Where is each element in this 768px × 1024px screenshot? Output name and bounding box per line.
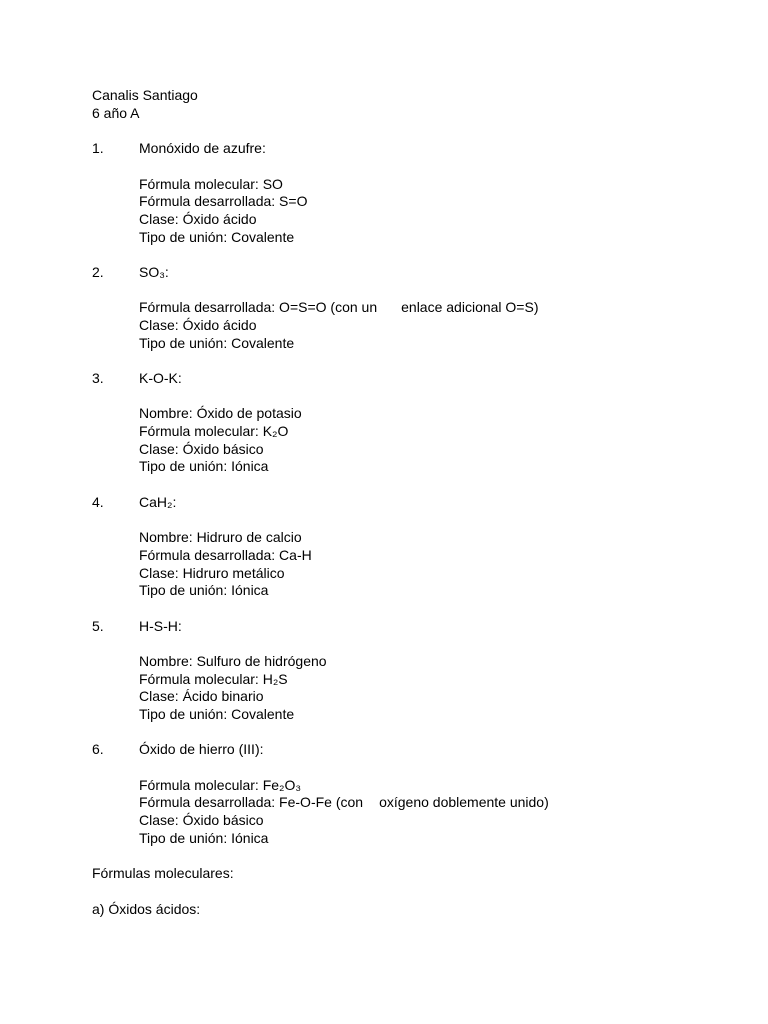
item-detail: Clase: Óxido ácido [139,211,257,227]
item-detail: Tipo de unión: Covalente [139,335,295,351]
item-detail: Nombre: Óxido de potasio [139,405,302,421]
item-detail: Fórmula molecular: SO [139,176,283,192]
item-number: 6. [92,741,104,757]
item-number: 5. [92,618,104,634]
item-detail: Tipo de unión: Iónica [139,830,269,846]
item-title: SO₃: [139,264,169,280]
item-detail: Clase: Ácido binario [139,688,264,704]
item-detail-tail: enlace adicional O=S) [401,299,539,315]
item-title: K-O-K: [139,370,182,386]
section-heading: Fórmulas moleculares: [92,865,234,881]
item-number: 4. [92,494,104,510]
item-detail [139,298,539,316]
student-course: 6 año A [92,105,140,121]
item-detail: Tipo de unión: Iónica [139,582,269,598]
item-detail: Clase: Hidruro metálico [139,565,285,581]
item-detail-tail: oxígeno doblemente unido) [379,794,549,810]
item-number: 2. [92,264,104,280]
item-detail: Fórmula molecular: K₂O [139,423,289,439]
item-detail-head: Fórmula desarrollada: Fe-O-Fe (con [139,794,364,810]
item-detail: Fórmula desarrollada: S=O [139,193,308,209]
item-detail: Fórmula molecular: H₂S [139,671,288,687]
item-detail: Tipo de unión: Covalente [139,229,295,245]
item-detail: Tipo de unión: Covalente [139,706,295,722]
item-title: Monóxido de azufre: [139,140,266,156]
item-title: CaH₂: [139,494,177,510]
item-detail: Nombre: Sulfuro de hidrógeno [139,653,327,669]
subsection-heading: a) Óxidos ácidos: [92,901,201,917]
item-number: 1. [92,140,104,156]
item-detail: Fórmula desarrollada: Ca-H [139,547,312,563]
student-name: Canalis Santiago [92,87,198,103]
item-detail: Tipo de unión: Iónica [139,458,269,474]
item-detail: Clase: Óxido ácido [139,317,257,333]
item-detail: Fórmula molecular: Fe₂O₃ [139,777,302,793]
item-detail: Clase: Óxido básico [139,812,264,828]
item-detail: Nombre: Hidruro de calcio [139,529,302,545]
item-title: Óxido de hierro (III): [139,741,264,757]
item-detail-head: Fórmula desarrollada: O=S=O (con un [139,299,378,315]
item-title: H-S-H: [139,618,182,634]
item-detail [139,793,549,811]
item-detail: Clase: Óxido básico [139,441,264,457]
item-number: 3. [92,370,104,386]
